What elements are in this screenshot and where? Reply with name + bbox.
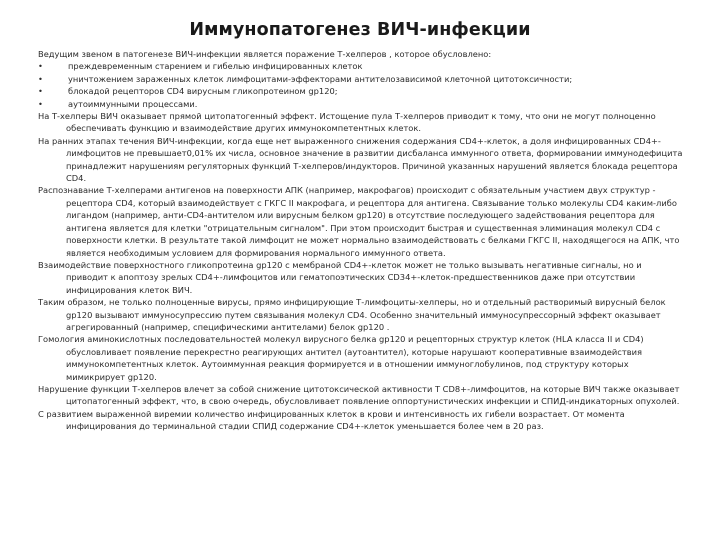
bullet-icon: • xyxy=(38,86,43,97)
bullet-icon: • xyxy=(38,61,43,72)
slide-body xyxy=(38,48,683,433)
slide-title: Иммунопатогенез ВИЧ-инфекции xyxy=(189,20,531,40)
body-paragraph: Распознавание Т-хелперами антигенов на поверхности АПК (например, макрофагов) происходит с обязательным участием двух структур - рецептора CD4, который взаимодействует с ГКГС II макрофага, и рецептора для антигена. Связывание только молекулы CD4 каким-либо лигандом (например, анти-CD4-антителом или вирусным белком gp120) в отсутствие последующего задействования рецептора для антигена является для клетки "отрицательным сигналом". При этом происходит быстрая и существенная элиминация молекул CD4 с поверхности клетки. В результате такой лимфоцит не может нормально взаимодействовать с белками ГКГС II, находящегося на АПК, что является необходимым условием для формирования нормального иммунного ответа. xyxy=(38,185,680,258)
bullet-item xyxy=(38,98,683,110)
bullet-text: уничтожением зараженных клеток лимфоцитами-эффекторами антителозависимой клеточной цитотоксичности; xyxy=(68,73,573,84)
body-paragraph: На ранних этапах течения ВИЧ-инфекции, когда еще нет выраженного снижения содержания CD4+-клеток, а доля инфицированных CD4+-лимфоцитов не превышает0,01% их числа, основное значение в развитии дисбаланса иммунного ответа, формировании иммунодефицита принадлежит нарушениям регуляторных функций Т-хелперов/индукторов. Причиной указанных нарушений является блокада рецептора CD4. xyxy=(38,135,683,184)
bullet-item xyxy=(38,73,683,85)
bullet-item xyxy=(38,85,683,97)
bullet-text: преждевременным старением и гибелью инфицированных клеток xyxy=(68,61,363,72)
body-paragraph: С развитием выраженной виремии количество инфицированных клеток в крови и интенсивность их гибели возрастает. От момента инфицирования до терминальной стадии СПИД содержание CD4+-клеток уменьшается более чем в 20 раз. xyxy=(38,408,625,432)
body-paragraph: Взаимодействие поверхностного гликопротеина gp120 с мембраной CD4+-клеток может не только вызывать негативные сигналы, но и приводит к апоптозу зрелых CD4+-лимфоцитов или гематопоэтических CD34+-клеток-предшественников даже при отсутствии инфицирования клеток ВИЧ. xyxy=(38,259,642,295)
intro-paragraph: Ведущим звеном в патогенезе ВИЧ-инфекции является поражение Т-хелперов , которое обусловлено: xyxy=(38,49,492,59)
bullet-text: аутоиммунными процессами. xyxy=(68,98,198,109)
body-paragraph: Таким образом, не только полноценные вирусы, прямо инфицирующие Т-лимфоциты-хелперы, но и отдельный растворимый вирусный белок gp120 вызывают иммуносупрессию путем связывания молекул CD4. Особенно значительный иммуносупрессорный эффект оказывает агрегированный (например, специфическими антителами) белок gp120 . xyxy=(38,297,666,332)
body-paragraph: Гомология аминокислотных последовательностей молекул вирусного белка gp120 и рецепторных структур клеток (HLA класса II и CD4) обусловливает появление перекрестно реагирующих антител (аутоантител), которые нарушают кооперативные взаимодействия иммунокомпетентных клеток. Аутоиммунная реакция формируется и в отношении иммуноглобулинов, под структуру которых мимикрирует gp120. xyxy=(38,334,644,382)
body-paragraph: Нарушение функции Т-хелперов влечет за собой снижение цитотоксической активности Т CD8+-лимфоцитов, на которые ВИЧ также оказывает цитопатогенный эффект, что, в свою очередь, обусловливает появление оппортунистических инфекции и СПИД-индикаторных опухолей. xyxy=(38,383,680,407)
bullet-icon: • xyxy=(38,73,43,84)
bullet-icon: • xyxy=(38,98,43,109)
bullet-item xyxy=(38,60,683,72)
bullet-text: блокадой рецепторов CD4 вирусным гликопротеином gp120; xyxy=(68,86,338,97)
body-paragraph: На Т-хелперы ВИЧ оказывает прямой цитопатогенный эффект. Истощение пула Т-хелперов приводит к тому, что они не могут полноценно обеспечивать функцию и взаимодействие других иммунокомпетентных клеток. xyxy=(38,111,656,134)
